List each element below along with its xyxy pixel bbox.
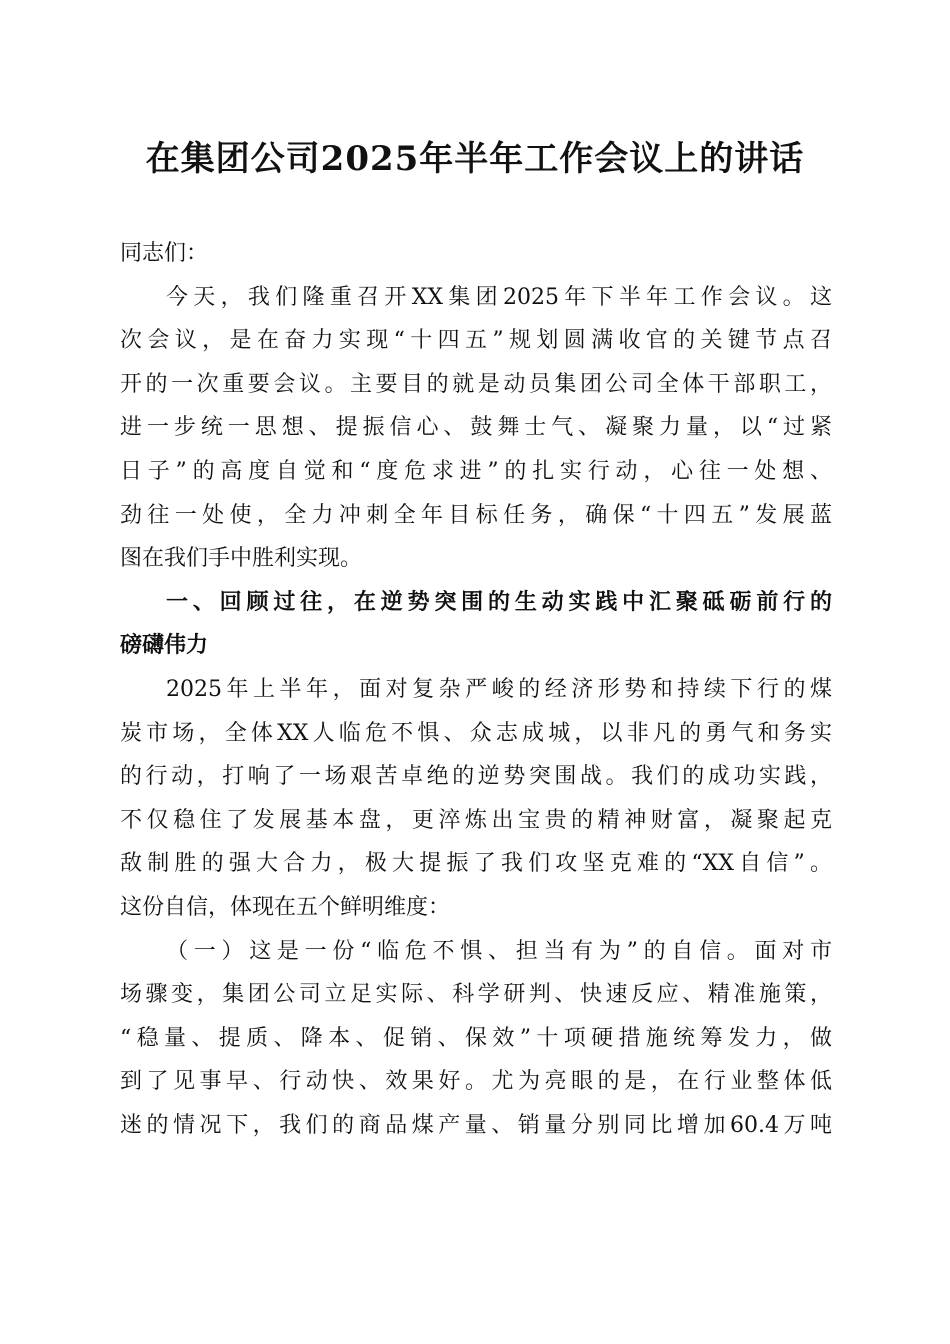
paragraph-review: [120, 668, 832, 930]
paragraph-line: 到了见事早、行动快、效果好。尤为亮眼的是，在行业整体低: [120, 1069, 832, 1095]
heading-line: 磅礴伟力: [120, 633, 209, 659]
document-title: 在集团公司2025年半年工作会议上的讲话: [145, 139, 805, 179]
paragraph-line: 2025年上半年，面对复杂严峻的经济形势和持续下行的煤: [166, 676, 832, 702]
heading-line: 一、回顾过往，在逆势突围的生动实践中汇聚砥砺前行的: [166, 589, 832, 615]
paragraph-line: 不仅稳住了发展基本盘，更淬炼出宝贵的精神财富，凝聚起克: [120, 807, 832, 833]
paragraph-line: 迷的情况下，我们的商品煤产量、销量分别同比增加60.4万吨: [120, 1112, 832, 1138]
paragraph-line: 炭市场，全体XX人临危不惧、众志成城，以非凡的勇气和务实: [120, 720, 832, 746]
document-body: [120, 232, 832, 1147]
paragraph-line: 次会议，是在奋力实现“十四五”规划圆满收官的关键节点召: [120, 328, 832, 354]
paragraph-line: （一）这是一份“临危不惧、担当有为”的自信。面对市: [166, 938, 832, 964]
paragraph-opening: [120, 276, 832, 581]
paragraph-confidence-1: [120, 930, 832, 1148]
paragraph-line: 劲往一处使，全力冲刺全年目标任务，确保“十四五”发展蓝: [120, 502, 832, 528]
paragraph-line: 的行动，打响了一场艰苦卓绝的逆势突围战。我们的成功实践，: [120, 764, 832, 790]
paragraph-line: 进一步统一思想、提振信心、鼓舞士气、凝聚力量，以“过紧: [120, 415, 832, 441]
paragraph-line: 今天，我们隆重召开XX集团2025年下半年工作会议。这: [166, 284, 832, 310]
paragraph-line: 日子”的高度自觉和“度危求进”的扎实行动，心往一处想、: [120, 458, 832, 484]
paragraph-line: 这份自信，体现在五个鲜明维度：: [120, 894, 451, 920]
paragraph-line: 图在我们手中胜利实现。: [120, 546, 363, 572]
paragraph-line: 敌制胜的强大合力，极大提振了我们攻坚克难的“XX自信”。: [120, 851, 832, 877]
paragraph-line: 场骤变，集团公司立足实际、科学研判、快速反应、精准施策，: [120, 982, 832, 1008]
paragraph-line: “稳量、提质、降本、促销、保效”十项硬措施统筹发力，做: [120, 1025, 832, 1051]
salutation: 同志们：: [120, 241, 209, 266]
section-heading-1: [120, 581, 832, 668]
paragraph-line: 开的一次重要会议。主要目的就是动员集团公司全体干部职工，: [120, 371, 832, 397]
